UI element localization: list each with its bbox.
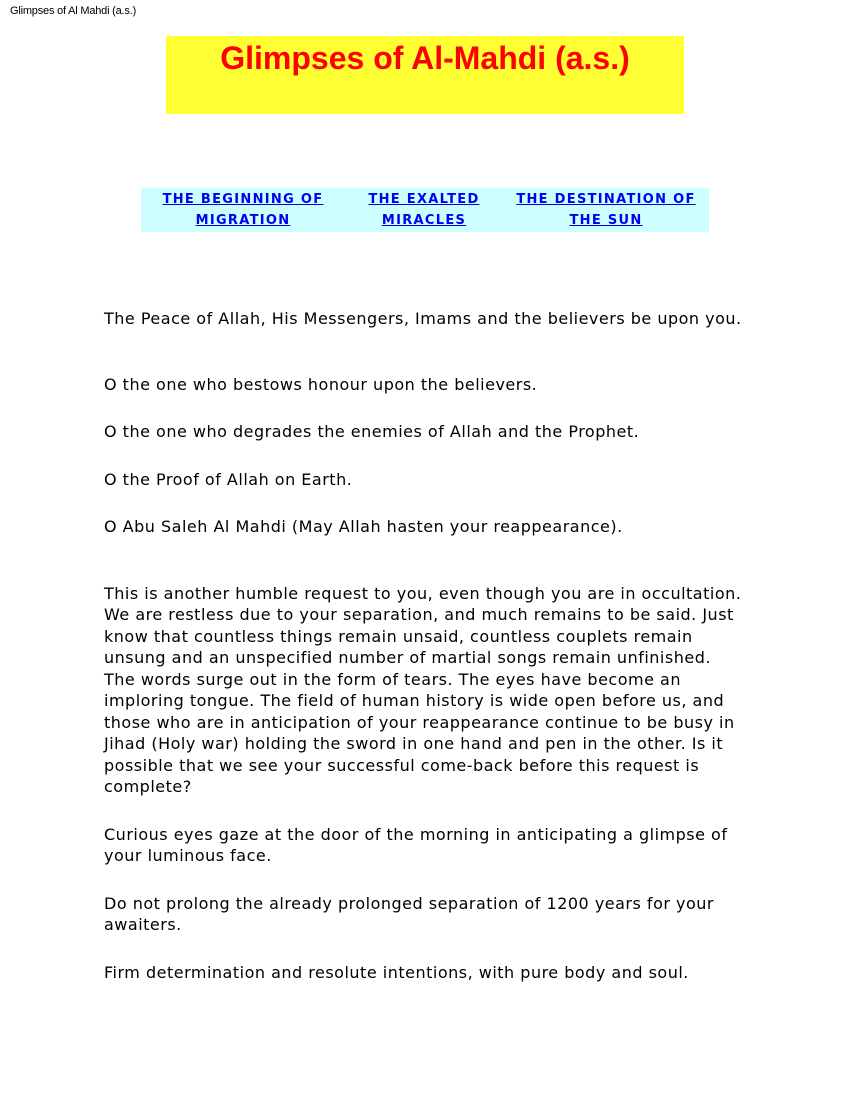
body-paragraph: This is another humble request to you, even though you are in occultation. We are restless due to your separation, and much remains to be said. Just know that countless things remain unsaid, countless couplets remain unsung and an unspecified number of martial songs remain unfinished. The words surge out in the form of tears. The eyes have become an imploring tongue. The field of human history is wide open before us, and those who are in anticipation of your reappearance continue to be busy in Jihad (Holy war) holding the sword in one hand and pen in the other. Is it possible that we see your successful come-back before this request is complete? (104, 583, 742, 796)
salutation-paragraph: The Peace of Allah, His Messengers, Imams and the believers be upon you. (104, 309, 742, 328)
invocation-line: O the one who degrades the enemies of Allah and the Prophet. (104, 422, 640, 441)
nav-link-line: THE DESTINATION OF (516, 192, 696, 207)
nav-link-beginning-of-migration[interactable] (141, 188, 345, 231)
invocation-line: O the Proof of Allah on Earth. (104, 469, 353, 489)
page-title: Glimpses of Al-Mahdi (a.s.) (220, 40, 630, 76)
nav-link-line: THE BEGINNING OF (162, 192, 324, 207)
nav-link-line: MIGRATION (195, 213, 291, 228)
nav-link-line: MIRACLES (381, 213, 467, 228)
nav-link-exalted-miracles[interactable] (345, 188, 503, 231)
body-paragraph: Curious eyes gaze at the door of the morning in anticipating a glimpse of your luminous face. (104, 824, 728, 865)
nav-link-destination-of-the-sun[interactable] (503, 188, 709, 231)
body-paragraph: Firm determination and resolute intentions, with pure body and soul. (104, 962, 689, 982)
invocation-line: O Abu Saleh Al Mahdi (May Allah hasten your reappearance). (104, 517, 623, 536)
article-body (104, 308, 744, 983)
running-header: Glimpses of Al Mahdi (a.s.) (10, 5, 137, 17)
title-banner (166, 36, 684, 114)
chapter-navigation (141, 188, 709, 232)
invocation-line: O the one who bestows honour upon the believers. (104, 374, 538, 394)
nav-link-line: THE EXALTED (368, 192, 480, 207)
body-paragraph: Do not prolong the already prolonged separation of 1200 years for your awaiters. (104, 893, 714, 934)
nav-link-line: THE SUN (569, 213, 643, 228)
